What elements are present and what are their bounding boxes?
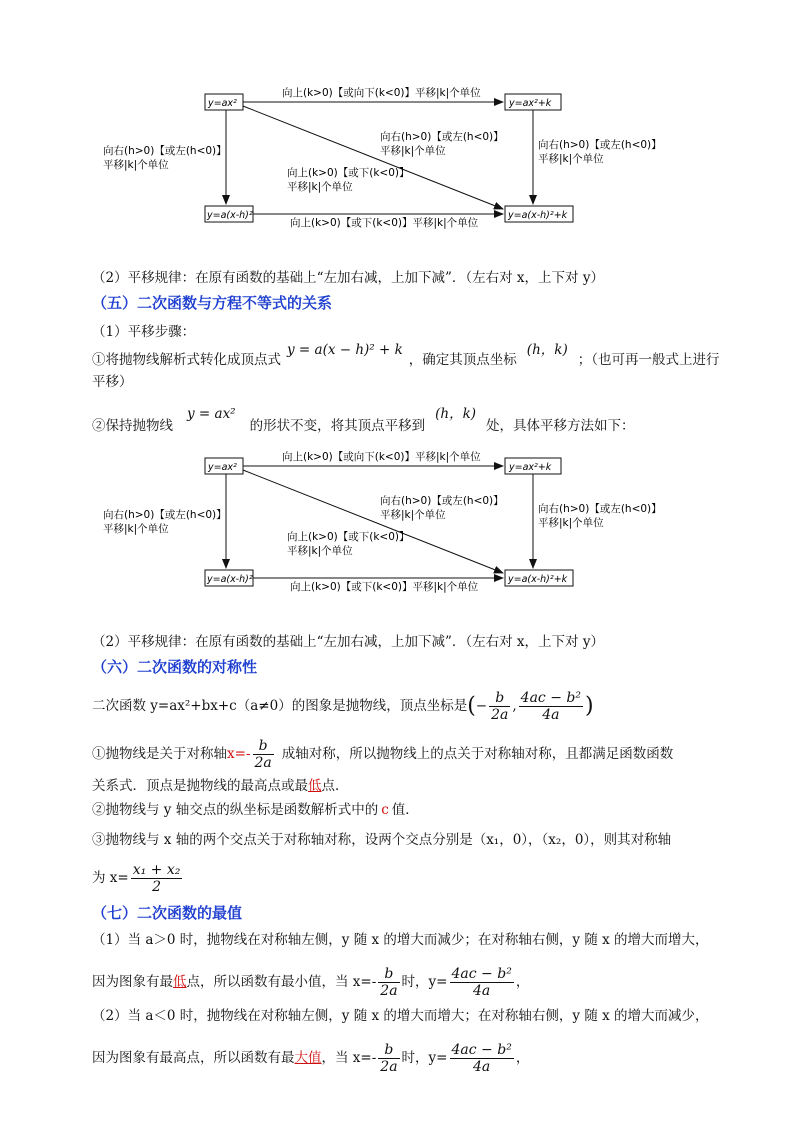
step1-formula: y = a(x − h)² + k (287, 342, 403, 358)
p2-y-fraction: $\frac{\text{4ac − b²}}{4a}$ (451, 1042, 512, 1075)
step-title: （1）平移步骤： (92, 324, 196, 340)
step2-b: 的形状不变，将其顶点平移到 (249, 418, 426, 434)
diag-arrow-label-1c: 向上(k>0)【或下(k<0)】 (287, 167, 410, 179)
vertex-intro-line: 二次函数 y=ax²+bx+c（a≠0）的图象是抛物线，顶点坐标是(− $\frac{b}{2a}$ , $\frac{\text{4ac − b²}}{4a}$ ) (92, 690, 594, 723)
item1-axis: x=- (227, 746, 251, 762)
p1-line-2: 因为图象有最低点，所以函数有最小值，当 x=- $\frac{b}{2a}$ 时，y= $\frac{\text{4ac − b²}}{4a}$ ， (92, 966, 530, 999)
item3-line: ③抛物线与 x 轴的两个交点关于对称轴对称，设两个交点分别是（x₁，0），（x₂，0），则其对称轴 (92, 832, 672, 848)
right-arrow-label-2a: 向右(h>0)【或左(h<0)】 (538, 503, 662, 515)
step1-c: ；（也可再一般式上进行 (577, 352, 720, 368)
neg-sign: − (475, 698, 488, 714)
right-arrow-label-1b: 平移|k|个单位 (538, 153, 604, 165)
step1-a: ①将抛物线解析式转化成顶点式 (92, 352, 281, 368)
box-base-2-label: y=ax² (208, 462, 237, 473)
section7-heading: （七）二次函数的最值 (92, 904, 243, 922)
item3-line-2: 为 x= $\frac{\text{x₁ + x₂}}{2}$ (92, 862, 181, 895)
rule-text-2: （2）平移规律：在原有函数的基础上“左加右减，上加下减”．（左右对 x，上下对 y） (92, 634, 604, 650)
box-vshift-2-label: y=ax²+k (509, 462, 552, 473)
diag-arrow-label-2a: 向右(h>0)【或左(h<0)】 (380, 495, 504, 507)
diag-arrow-label-1b: 平移|k|个单位 (380, 145, 446, 157)
vertex-intro: 二次函数 y=ax²+bx+c（a≠0）的图象是抛物线，顶点坐标是 (92, 698, 468, 714)
item2-line: ②抛物线与 y 轴交点的纵坐标是函数解析式中的 c 值． (92, 802, 419, 818)
box-vertex-1-label: y=a(x-h)²+k (508, 210, 568, 221)
top-arrow-label-1: 向上(k>0)【或向下(k<0)】平移|k|个单位 (282, 87, 481, 99)
p1-low: 低 (173, 974, 187, 990)
box-vertex-2-label: y=a(x-h)²+k (508, 574, 568, 585)
step2-vertex: (h，k) (435, 406, 477, 422)
p2-high: 大值 (294, 1050, 322, 1066)
p1-line: （1）当 a＞0 时，抛物线在对称轴左侧，y 随 x 的增大而减少；在对称轴右侧，y 随 x 的增大而增大， (92, 932, 709, 948)
right-arrow-label-1a: 向右(h>0)【或左(h<0)】 (538, 139, 662, 151)
step2-c: 处，具体平移方法如下： (486, 418, 635, 434)
p2-line-2: 因为图象有最高点，所以函数有最大值，当 x=- $\frac{b}{2a}$ 时，y= $\frac{\text{4ac − b²}}{4a}$ ， (92, 1042, 530, 1075)
left-arrow-label-1b: 平移|k|个单位 (103, 159, 169, 171)
step2-formula: y = ax² (187, 406, 236, 422)
vertex-x-fraction: $\frac{b}{2a}$ (491, 690, 509, 723)
step2-a: ②保持抛物线 (92, 418, 173, 434)
p1-y-fraction: $\frac{\text{4ac − b²}}{4a}$ (451, 966, 512, 999)
step1-vertex: (h，k) (526, 342, 568, 358)
step1-b: ，确定其顶点坐标 (408, 352, 517, 368)
box-hshift-2-label: y=a(x-h)² (207, 574, 253, 585)
p2-x-fraction: $\frac{b}{2a}$ (380, 1042, 398, 1075)
left-arrow-label-1a: 向右(h>0)【或左(h<0)】 (103, 145, 227, 157)
axis-fraction: $\frac{b}{2a}$ (254, 738, 272, 771)
translation-diagram-1 (0, 76, 800, 236)
diag-arrow-label-2d: 平移|k|个单位 (287, 545, 353, 557)
p1-x-fraction: $\frac{b}{2a}$ (380, 966, 398, 999)
diag-arrow-label-1a: 向右(h>0)【或左(h<0)】 (380, 131, 504, 143)
diag-arrow-label-1d: 平移|k|个单位 (287, 181, 353, 193)
item1-low: 低 (308, 778, 322, 794)
box-hshift-1-label: y=a(x-h)² (207, 210, 253, 221)
item1-line (92, 738, 673, 771)
bottom-arrow-label-1: 向上(k>0)【或下(k<0)】平移|k|个单位 (290, 217, 479, 229)
left-arrow-label-2a: 向右(h>0)【或左(h<0)】 (103, 509, 227, 521)
section6-heading: （六）二次函数的对称性 (92, 658, 258, 676)
vertex-y-fraction: $\frac{\text{4ac − b²}}{4a}$ (520, 690, 581, 723)
left-arrow-label-2b: 平移|k|个单位 (103, 523, 169, 535)
step2-line (92, 406, 635, 436)
item1-b: 成轴对称，所以抛物线上的点关于对称轴对称，且都满足函数函数 (281, 746, 674, 762)
section5-heading: （五）二次函数与方程不等式的关系 (92, 294, 333, 312)
diag-arrow-label-2b: 平移|k|个单位 (380, 509, 446, 521)
translation-diagram-2 (0, 440, 800, 600)
rule-text-1: （2）平移规律：在原有函数的基础上“左加右减，上加下减”．（左右对 x，上下对 y） (92, 270, 604, 286)
item1-line-2: 关系式．顶点是抛物线的最高点或最低点． (92, 778, 349, 794)
item1-a: ①抛物线是关于对称轴 (92, 746, 227, 762)
step1-line (92, 342, 720, 370)
top-arrow-label-2: 向上(k>0)【或向下(k<0)】平移|k|个单位 (282, 451, 481, 463)
box-vshift-1-label: y=ax²+k (509, 98, 552, 109)
box-base-1-label: y=ax² (208, 98, 237, 109)
axis-midpoint-fraction: $\frac{\text{x₁ + x₂}}{2}$ (132, 862, 181, 895)
p2-line: （2）当 a＜0 时，抛物线在对称轴左侧，y 随 x 的增大而增大；在对称轴右侧，y 随 x 的增大而减少， (92, 1008, 709, 1024)
step1-line-2: 平移） (92, 374, 133, 390)
diag-arrow-label-2c: 向上(k>0)【或下(k<0)】 (287, 531, 410, 543)
right-arrow-label-2b: 平移|k|个单位 (538, 517, 604, 529)
bottom-arrow-label-2: 向上(k>0)【或下(k<0)】平移|k|个单位 (290, 581, 479, 593)
item2-c: c (381, 802, 389, 818)
